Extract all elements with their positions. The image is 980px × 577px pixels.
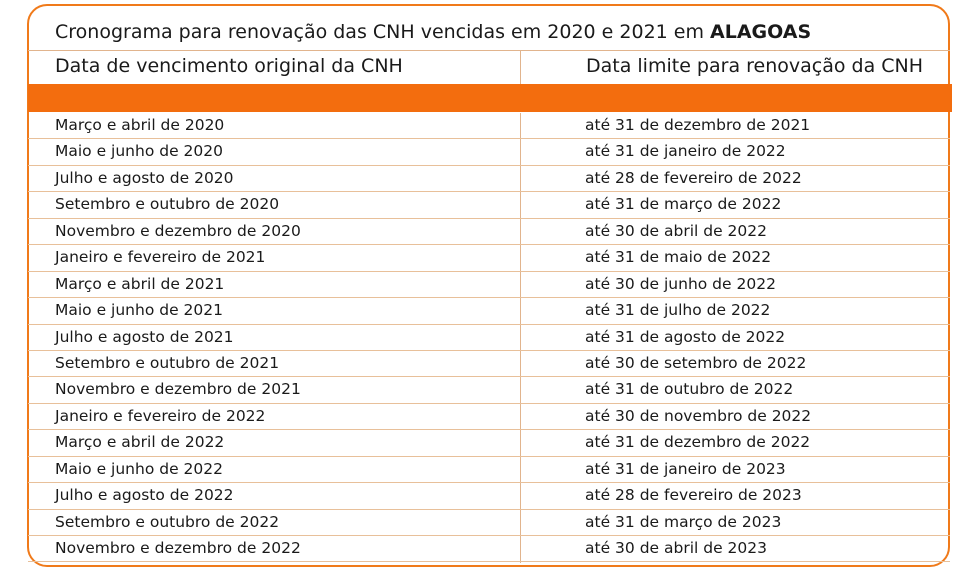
table-row <box>28 510 950 536</box>
cell-vencimento: Maio e junho de 2022 <box>55 459 223 478</box>
cell-limite: até 28 de fevereiro de 2022 <box>585 168 802 187</box>
cell-vencimento: Setembro e outubro de 2021 <box>55 353 280 372</box>
cell-limite: até 30 de abril de 2022 <box>585 221 767 240</box>
cell-vencimento: Maio e junho de 2021 <box>55 301 223 320</box>
table-row <box>28 536 950 562</box>
cell-limite: até 31 de dezembro de 2022 <box>585 433 811 452</box>
cell-vencimento: Setembro e outubro de 2022 <box>55 512 280 531</box>
header-column-divider <box>520 50 521 84</box>
cell-vencimento: Julho e agosto de 2021 <box>55 327 234 346</box>
cell-vencimento: Março e abril de 2022 <box>55 433 225 452</box>
cell-limite: até 31 de março de 2022 <box>585 195 782 214</box>
cell-vencimento: Setembro e outubro de 2020 <box>55 195 280 214</box>
cell-limite: até 31 de outubro de 2022 <box>585 380 794 399</box>
title-state: ALAGOAS <box>710 21 812 43</box>
table-row <box>28 457 950 483</box>
table-row <box>28 245 950 271</box>
cell-limite: até 30 de novembro de 2022 <box>585 406 812 425</box>
table-row <box>28 298 950 324</box>
cell-vencimento: Novembro e dezembro de 2020 <box>55 221 301 240</box>
cell-vencimento: Maio e junho de 2020 <box>55 142 223 161</box>
cell-limite: até 30 de abril de 2023 <box>585 539 767 557</box>
page-title <box>55 18 811 46</box>
table-row <box>28 430 950 456</box>
cell-limite: até 31 de janeiro de 2023 <box>585 459 786 478</box>
table-row <box>28 483 950 509</box>
header-vencimento: Data de vencimento original da CNH <box>55 55 403 77</box>
header-accent-band <box>28 84 952 112</box>
table-row <box>28 139 950 165</box>
table-row <box>28 325 950 351</box>
table-row <box>28 219 950 245</box>
cell-vencimento: Março e abril de 2020 <box>55 116 225 134</box>
table-body <box>28 113 950 562</box>
cell-vencimento: Novembro e dezembro de 2022 <box>55 539 301 557</box>
table-row <box>28 113 950 139</box>
table-row <box>28 272 950 298</box>
table-header-row <box>28 50 950 85</box>
cell-limite: até 31 de janeiro de 2022 <box>585 142 786 161</box>
cell-limite: até 31 de maio de 2022 <box>585 248 772 267</box>
cell-vencimento: Janeiro e fevereiro de 2021 <box>55 248 266 267</box>
cell-limite: até 30 de junho de 2022 <box>585 274 776 293</box>
cell-limite: até 31 de agosto de 2022 <box>585 327 786 346</box>
table-row <box>28 192 950 218</box>
cell-vencimento: Julho e agosto de 2020 <box>55 168 234 187</box>
cell-vencimento: Novembro e dezembro de 2021 <box>55 380 301 399</box>
cell-vencimento: Março e abril de 2021 <box>55 274 225 293</box>
cell-limite: até 31 de dezembro de 2021 <box>585 116 811 134</box>
cell-limite: até 31 de julho de 2022 <box>585 301 771 320</box>
table-row <box>28 351 950 377</box>
cell-limite: até 31 de março de 2023 <box>585 512 782 531</box>
cell-limite: até 30 de setembro de 2022 <box>585 353 807 372</box>
table-row <box>28 166 950 192</box>
header-limite: Data limite para renovação da CNH <box>586 55 924 77</box>
table-row <box>28 404 950 430</box>
table-row <box>28 377 950 403</box>
cell-vencimento: Julho e agosto de 2022 <box>55 486 234 505</box>
cell-limite: até 28 de fevereiro de 2023 <box>585 486 802 505</box>
title-prefix: Cronograma para renovação das CNH vencidas em 2020 e 2021 em <box>55 21 711 43</box>
cell-vencimento: Janeiro e fevereiro de 2022 <box>55 406 266 425</box>
